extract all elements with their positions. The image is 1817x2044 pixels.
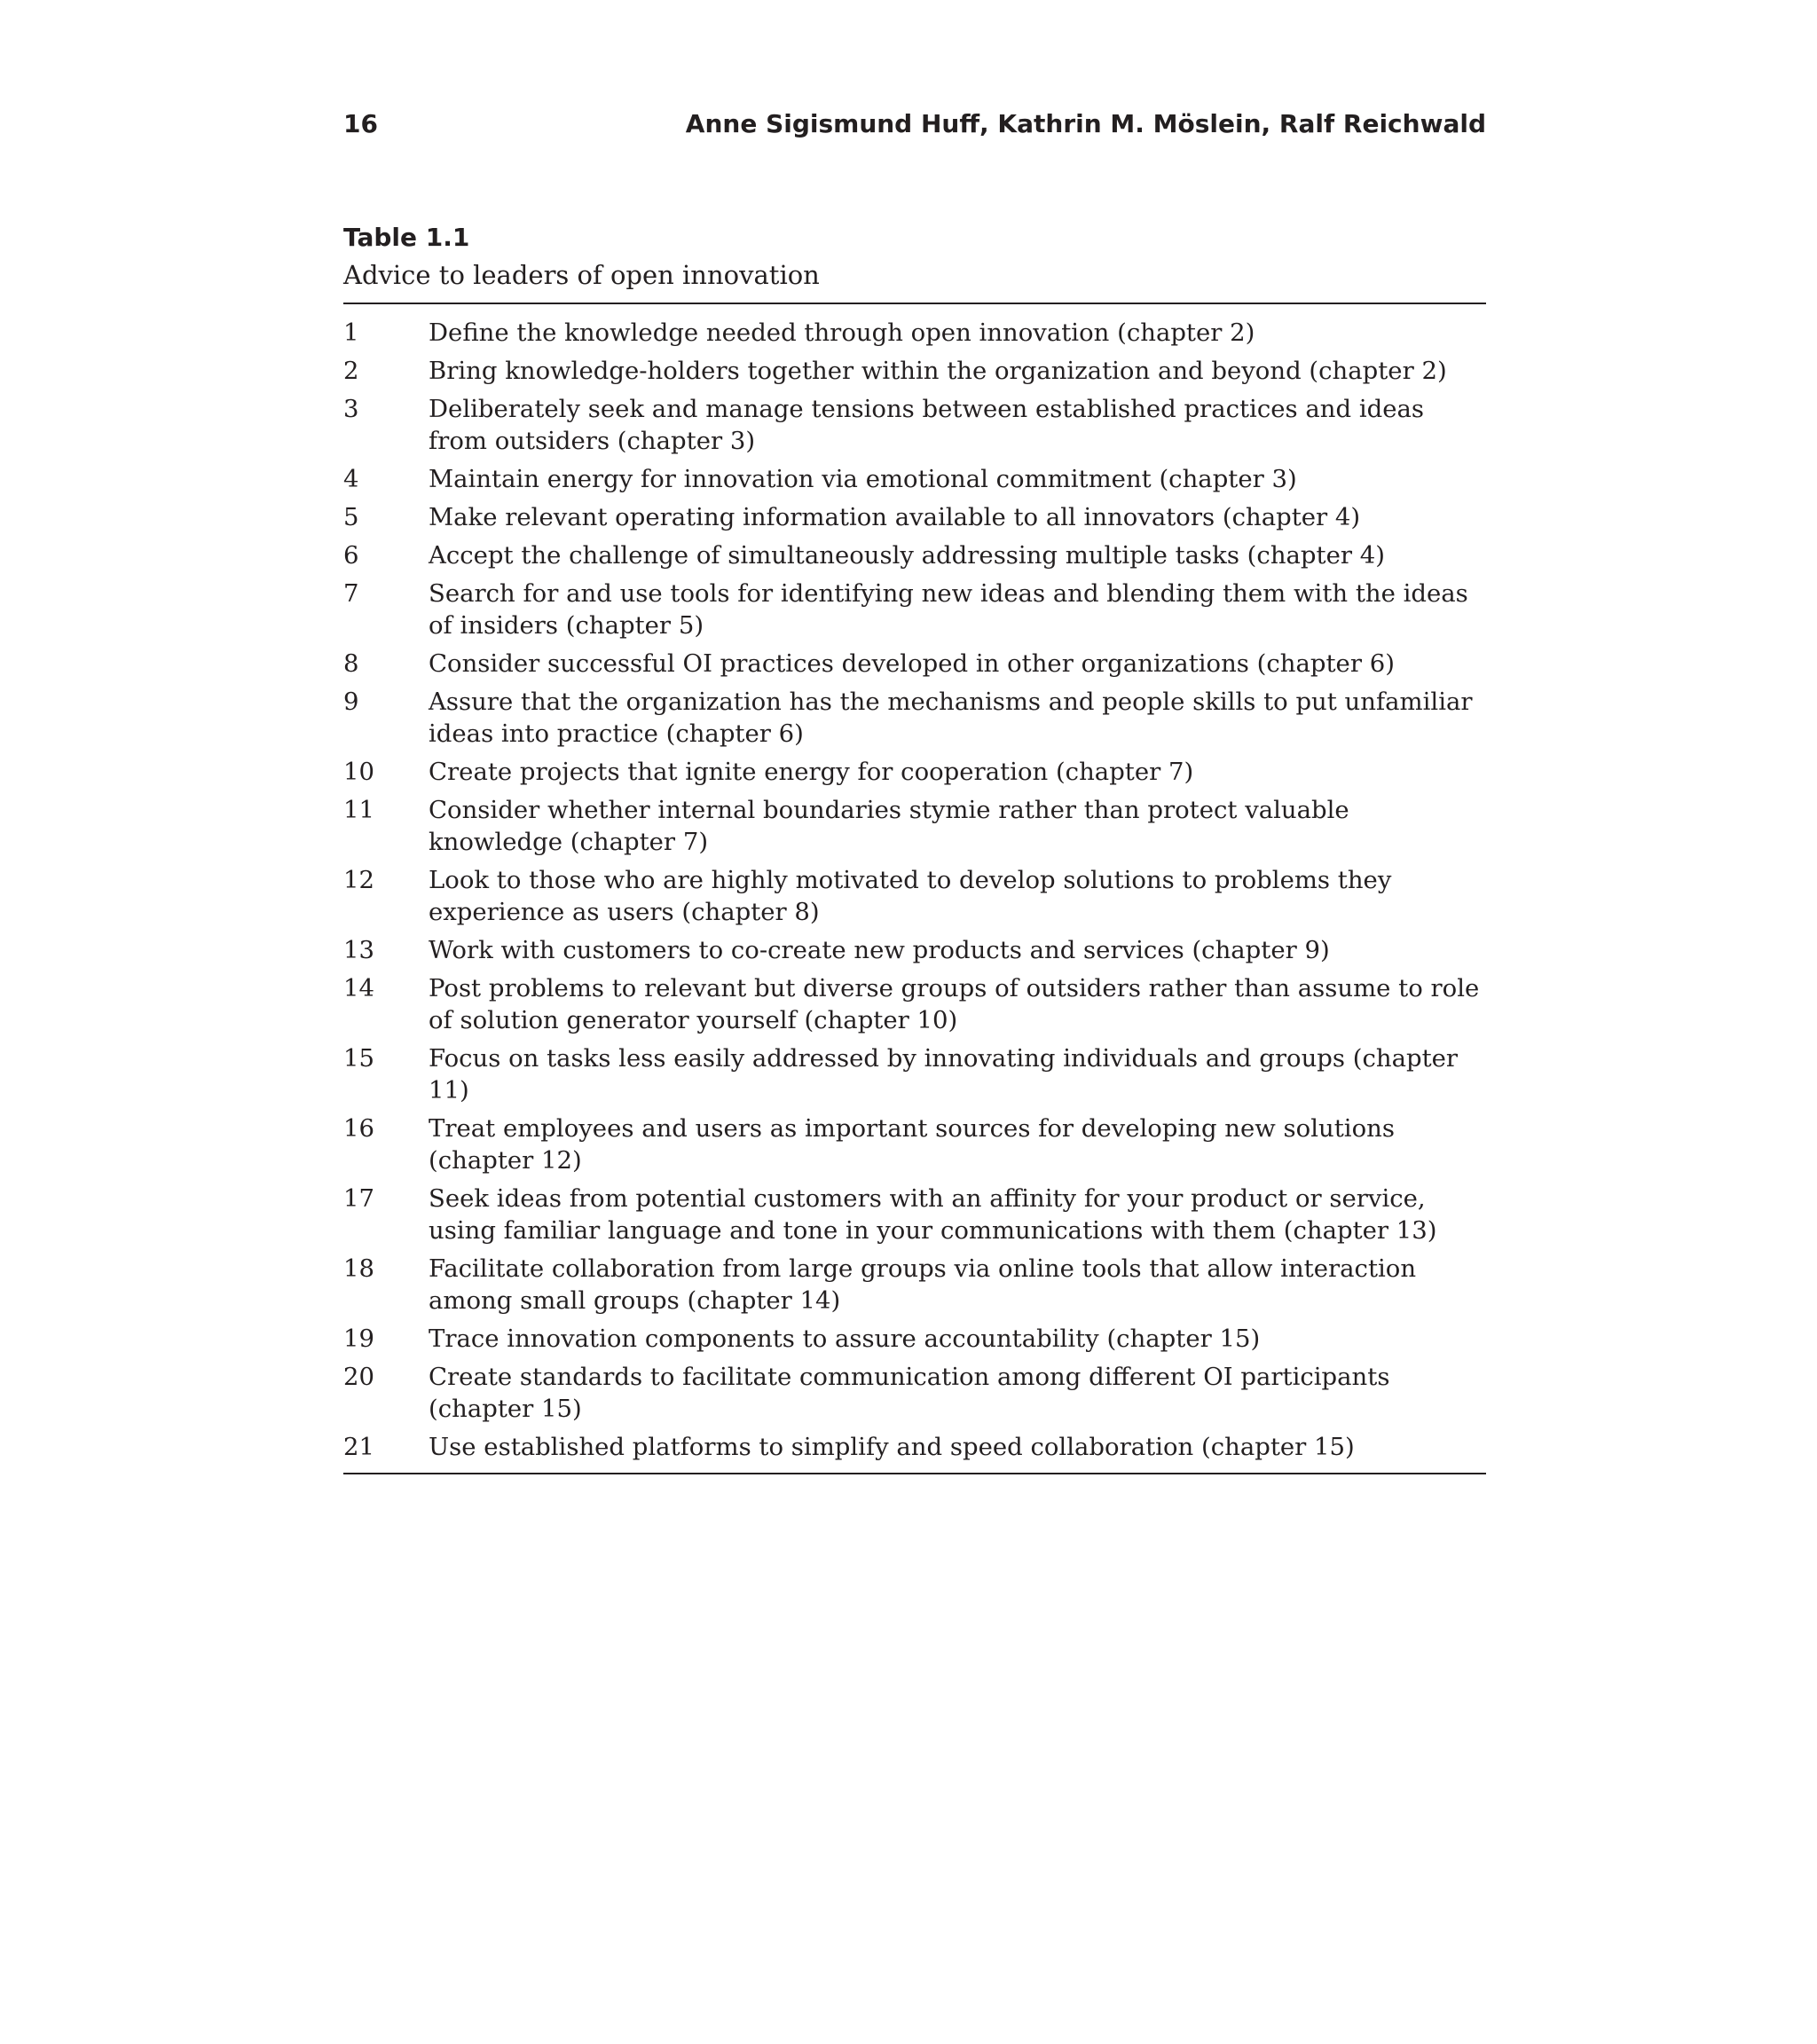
table-row [343,501,1486,533]
row-number: 4 [343,465,359,493]
row-text: Create projects that ignite energy for cooperation (chapter 7) [429,758,1194,786]
row-text: Create standards to facilitate communication among different OI participants (chapter 15) [429,1363,1390,1423]
row-text: Work with customers to co-create new products and services (chapter 9) [429,936,1330,964]
row-text: Consider whether internal boundaries stymie rather than protect valuable knowledge (chapter 7) [429,796,1349,856]
row-text: Accept the challenge of simultaneously addressing multiple tasks (chapter 4) [429,541,1385,570]
table-row [343,972,1486,1036]
row-number: 21 [343,1433,374,1461]
row-number: 19 [343,1325,374,1353]
row-number: 14 [343,974,374,1002]
row-number: 2 [343,357,359,385]
table-row [343,463,1486,495]
row-text: Make relevant operating information available to all innovators (chapter 4) [429,503,1361,531]
row-number: 3 [343,395,359,423]
row-text: Consider successful OI practices developed in other organizations (chapter 6) [429,649,1395,678]
row-text: Deliberately seek and manage tensions between established practices and ideas from outsiders (chapter 3) [429,395,1425,455]
row-text: Focus on tasks less easily addressed by innovating individuals and groups (chapter 11) [429,1044,1459,1105]
table-top-rule [343,303,1486,304]
advice-table [343,317,1486,1469]
row-number: 13 [343,936,374,964]
row-number: 20 [343,1363,374,1391]
table-row [343,539,1486,571]
row-number: 12 [343,866,374,894]
table-row [343,756,1486,788]
table-row [343,1253,1486,1317]
table-bottom-rule [343,1473,1486,1474]
table-row [343,1112,1486,1176]
row-number: 6 [343,541,359,570]
table-row [343,1183,1486,1246]
row-number: 1 [343,318,359,347]
row-text: Trace innovation components to assure accountability (chapter 15) [429,1325,1261,1353]
table-row [343,1361,1486,1425]
table-row [343,648,1486,680]
row-number: 7 [343,579,359,608]
table-row [343,1042,1486,1106]
row-number: 8 [343,649,359,678]
table-row [343,317,1486,349]
row-text: Treat employees and users as important sources for developing new solutions (chapter 12) [429,1114,1395,1175]
table-row [343,864,1486,928]
row-text: Facilitate collaboration from large groups via online tools that allow interaction among small groups (chapter 14) [429,1254,1417,1315]
table-row [343,1431,1486,1463]
table-caption: Advice to leaders of open innovation [343,260,820,290]
page-number: 16 [343,109,378,138]
table-row [343,794,1486,858]
table-row [343,686,1486,750]
running-head [343,106,1486,142]
row-number: 15 [343,1044,374,1073]
row-number: 5 [343,503,359,531]
row-number: 18 [343,1254,374,1283]
running-head-authors: Anne Sigismund Huff, Kathrin M. Möslein, Ralf Reichwald [685,109,1486,138]
table-row [343,393,1486,457]
row-number: 9 [343,688,359,716]
row-text: Look to those who are highly motivated to develop solutions to problems they experience as users (chapter 8) [429,866,1392,926]
table-row [343,1323,1486,1355]
row-text: Seek ideas from potential customers with an affinity for your product or service, using familiar language and tone in your communications with them (chapter 13) [429,1184,1437,1245]
table-row [343,934,1486,966]
table-label: Table 1.1 [343,223,470,252]
row-text: Assure that the organization has the mechanisms and people skills to put unfamiliar ideas into practice (chapter 6) [429,688,1473,748]
row-text: Search for and use tools for identifying new ideas and blending them with the ideas of insiders (chapter 5) [429,579,1468,640]
table-row [343,578,1486,641]
row-text: Use established platforms to simplify and speed collaboration (chapter 15) [429,1433,1355,1461]
table-row [343,355,1486,387]
row-text: Define the knowledge needed through open innovation (chapter 2) [429,318,1255,347]
row-text: Bring knowledge-holders together within the organization and beyond (chapter 2) [429,357,1447,385]
row-number: 11 [343,796,374,824]
row-number: 10 [343,758,374,786]
row-number: 17 [343,1184,374,1213]
row-text: Maintain energy for innovation via emotional commitment (chapter 3) [429,465,1297,493]
row-number: 16 [343,1114,374,1143]
row-text: Post problems to relevant but diverse groups of outsiders rather than assume to role of solution generator yourself (chapter 10) [429,974,1480,1034]
